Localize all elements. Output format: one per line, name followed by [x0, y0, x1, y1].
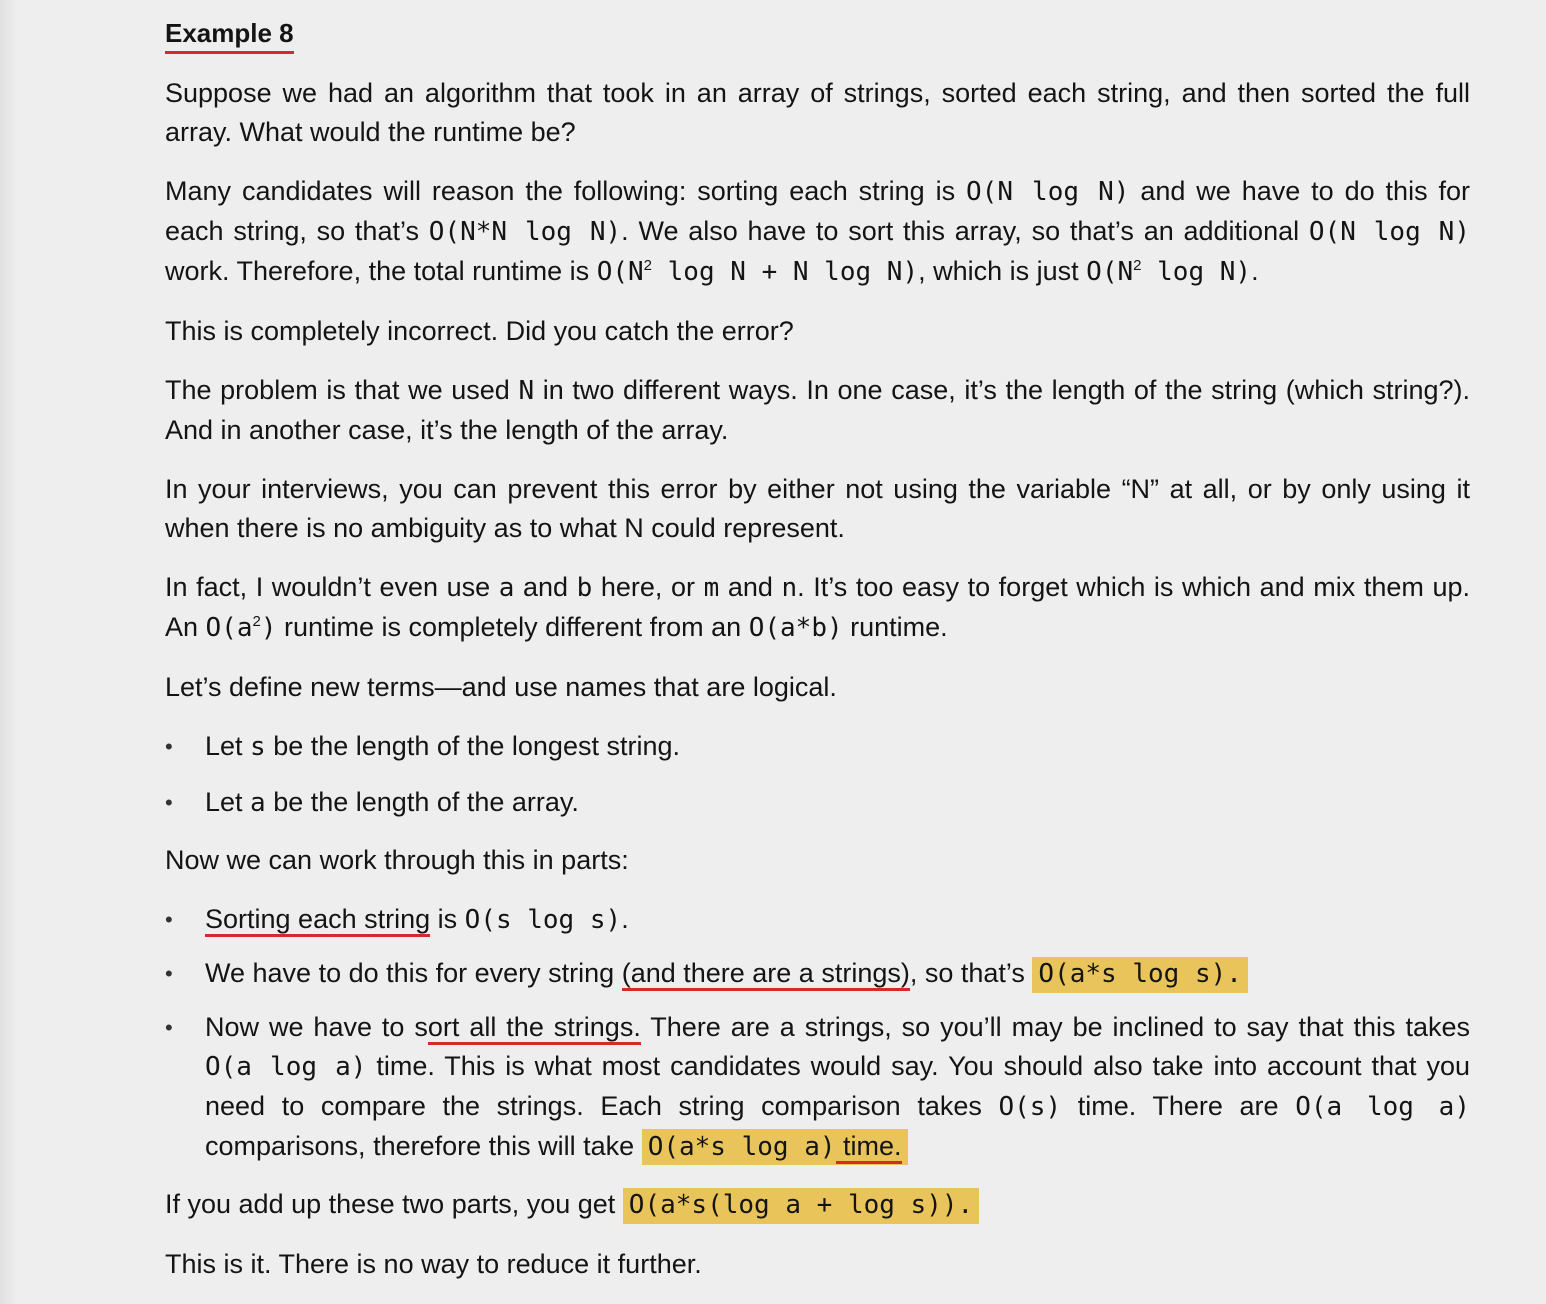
paragraph-work-parts: Now we can work through this in parts: [165, 845, 629, 875]
highlight-a-s-log-s: O(a*s log s). [1032, 957, 1248, 993]
part-sort-each-string: • Sorting each string is O(s log s). [165, 900, 1470, 940]
paragraph-candidate-reasoning: Many candidates will reason the following: sorting each string is O(N log N) and we have to do this for each string, so that’s O(N*N log N). We also have to sort this array, so that’s an additional O(N log N) work. Therefore, the total runtime is $O(N^2$ log N + N log N), which is just $O(N^2$ log N). [165, 176, 1470, 287]
page-edge-shadow [0, 0, 18, 1304]
paragraph-define-terms: Let’s define new terms—and use names that are logical. [165, 672, 837, 702]
paragraph-add-parts: If you add up these two parts, you get O(a*s(log a + log s)). [165, 1185, 1470, 1225]
paragraph-intro: Suppose we had an algorithm that took in an array of strings, sorted each string, and then sorted the full array. What would the runtime be? [165, 78, 1470, 147]
parts-list [165, 900, 1470, 1167]
highlight-a-s-log-a: O(a*s log a) time. [642, 1129, 908, 1165]
definition-a: • Let a be the length of the array. [165, 783, 1470, 823]
example-heading: Example 8 [165, 15, 294, 54]
highlight-final-runtime: O(a*s(log a + log s)). [623, 1188, 979, 1224]
definitions-list [165, 727, 1470, 823]
paragraph-incorrect: This is completely incorrect. Did you catch the error? [165, 316, 794, 346]
document-content [165, 14, 1470, 1304]
part-sort-all-strings: • Now we have to sort all the strings. There are a strings, so you’ll may be inclined to say that this takes O(a log a) time. This is what most candidates would say. You should also take into account that you need to compare the strings. Each string comparison takes O(s) time. There are O(a log a) comparisons, therefore this will take O(a*s log a) time. [165, 1008, 1470, 1167]
paragraph-interviews: In your interviews, you can prevent this error by either not using the variable “N” at all, or by only using it when there is no ambiguity as to what N could represent. [165, 474, 1470, 543]
paragraph-in-fact: In fact, I wouldn’t even use a and b here, or m and n. It’s too easy to forget which is which and mix them up. An $O(a^2)$ runtime is completely different from an O(a*b) runtime. [165, 572, 1470, 643]
paragraph-problem: The problem is that we used N in two different ways. In one case, it’s the length of the string (which string?). And in another case, it’s the length of the array. [165, 375, 1470, 445]
definition-s: • Let s be the length of the longest string. [165, 727, 1470, 767]
paragraph-conclusion: This is it. There is no way to reduce it further. [165, 1249, 702, 1279]
part-every-string: • We have to do this for every string (and there are a strings), so that’s O(a*s log s). [165, 954, 1470, 994]
